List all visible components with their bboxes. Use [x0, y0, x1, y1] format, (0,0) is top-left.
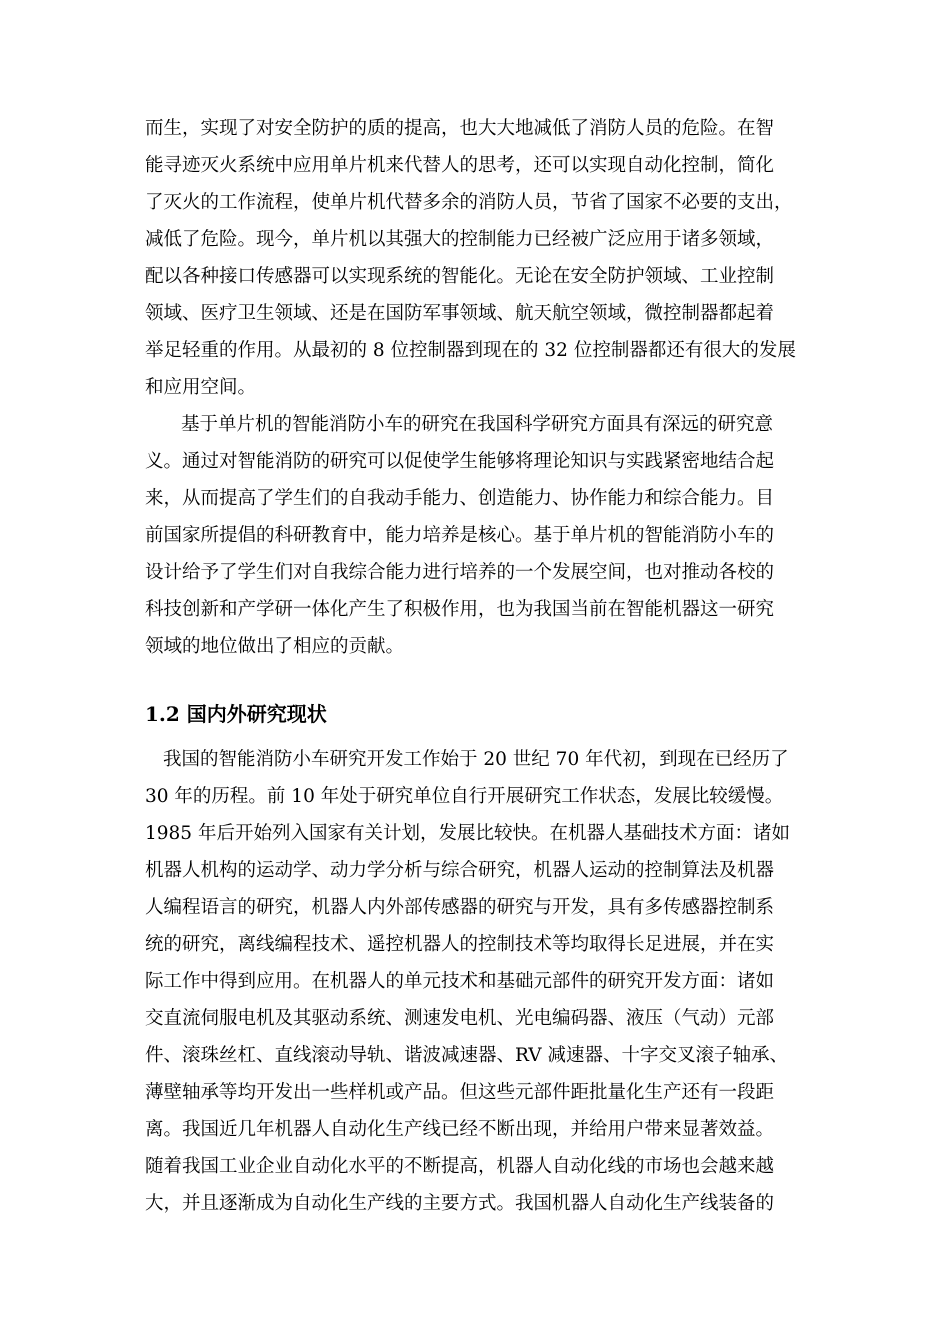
text-line: 统的研究，离线编程技术、遥控机器人的控制技术等均取得长足进展，并在实	[145, 934, 775, 955]
text-line: 际工作中得到应用。在机器人的单元技术和基础元部件的研究开发方面：诸如	[145, 971, 775, 992]
text-line: 随着我国工业企业自动化水平的不断提高，机器人自动化线的市场也会越来越	[145, 1156, 775, 1177]
text-line: 来，从而提高了学生们的自我动手能力、创造能力、协作能力和综合能力。目	[145, 488, 775, 509]
text-line: 领域、医疗卫生领域、还是在国防军事领域、航天航空领域，微控制器都起着	[145, 303, 775, 324]
text-line: 我国的智能消防小车研究开发工作始于 20 世纪 70 年代初，到现在已经历了	[163, 749, 789, 770]
text-line: 科技创新和产学研一体化产生了积极作用，也为我国当前在智能机器这一研究	[145, 599, 775, 620]
text-line: 30 年的历程。前 10 年处于研究单位自行开展研究工作状态，发展比较缓慢。	[145, 786, 784, 807]
text-line: 领域的地位做出了相应的贡献。	[145, 636, 405, 657]
text-line: 能寻迹灭火系统中应用单片机来代替人的思考，还可以实现自动化控制，简化	[145, 155, 775, 176]
text-line: 离。我国近几年机器人自动化生产线已经不断出现，并给用户带来显著效益。	[145, 1119, 775, 1140]
text-line: 举足轻重的作用。从最初的 8 位控制器到现在的 32 位控制器都还有很大的发展	[145, 340, 796, 361]
text-line: 人编程语言的研究，机器人内外部传感器的研究与开发，具有多传感器控制系	[145, 897, 775, 918]
text-line: 减低了危险。现今，单片机以其强大的控制能力已经被广泛应用于诸多领域，	[145, 229, 775, 250]
text-line: 1985 年后开始列入国家有关计划，发展比较快。在机器人基础技术方面：诸如	[145, 823, 790, 844]
text-line: 大，并且逐渐成为自动化生产线的主要方式。我国机器人自动化生产线装备的	[145, 1193, 775, 1214]
text-line: 机器人机构的运动学、动力学分析与综合研究，机器人运动的控制算法及机器	[145, 860, 775, 881]
text-line: 薄壁轴承等均开发出一些样机或产品。但这些元部件距批量化生产还有一段距	[145, 1082, 775, 1103]
text-line: 设计给予了学生们对自我综合能力进行培养的一个发展空间，也对推动各校的	[145, 562, 775, 583]
text-line: 交直流伺服电机及其驱动系统、测速发电机、光电编码器、液压（气动）元部	[145, 1008, 775, 1029]
text-line: 了灭火的工作流程，使单片机代替多余的消防人员，节省了国家不必要的支出，	[145, 192, 793, 213]
text-line: 件、滚珠丝杠、直线滚动导轨、谐波减速器、RV 减速器、十字交叉滚子轴承、	[145, 1045, 789, 1066]
text-line: 前国家所提倡的科研教育中，能力培养是核心。基于单片机的智能消防小车的	[145, 525, 775, 546]
section-heading: 1.2 国内外研究现状	[145, 702, 327, 726]
text-line: 和应用空间。	[145, 377, 257, 398]
text-line: 义。通过对智能消防的研究可以促使学生能够将理论知识与实践紧密地结合起	[145, 451, 775, 472]
text-line: 而生，实现了对安全防护的质的提高，也大大地减低了消防人员的危险。在智	[145, 118, 775, 139]
text-line: 配以各种接口传感器可以实现系统的智能化。无论在安全防护领域、工业控制	[145, 266, 775, 287]
text-line: 基于单片机的智能消防小车的研究在我国科学研究方面具有深远的研究意	[181, 414, 774, 435]
